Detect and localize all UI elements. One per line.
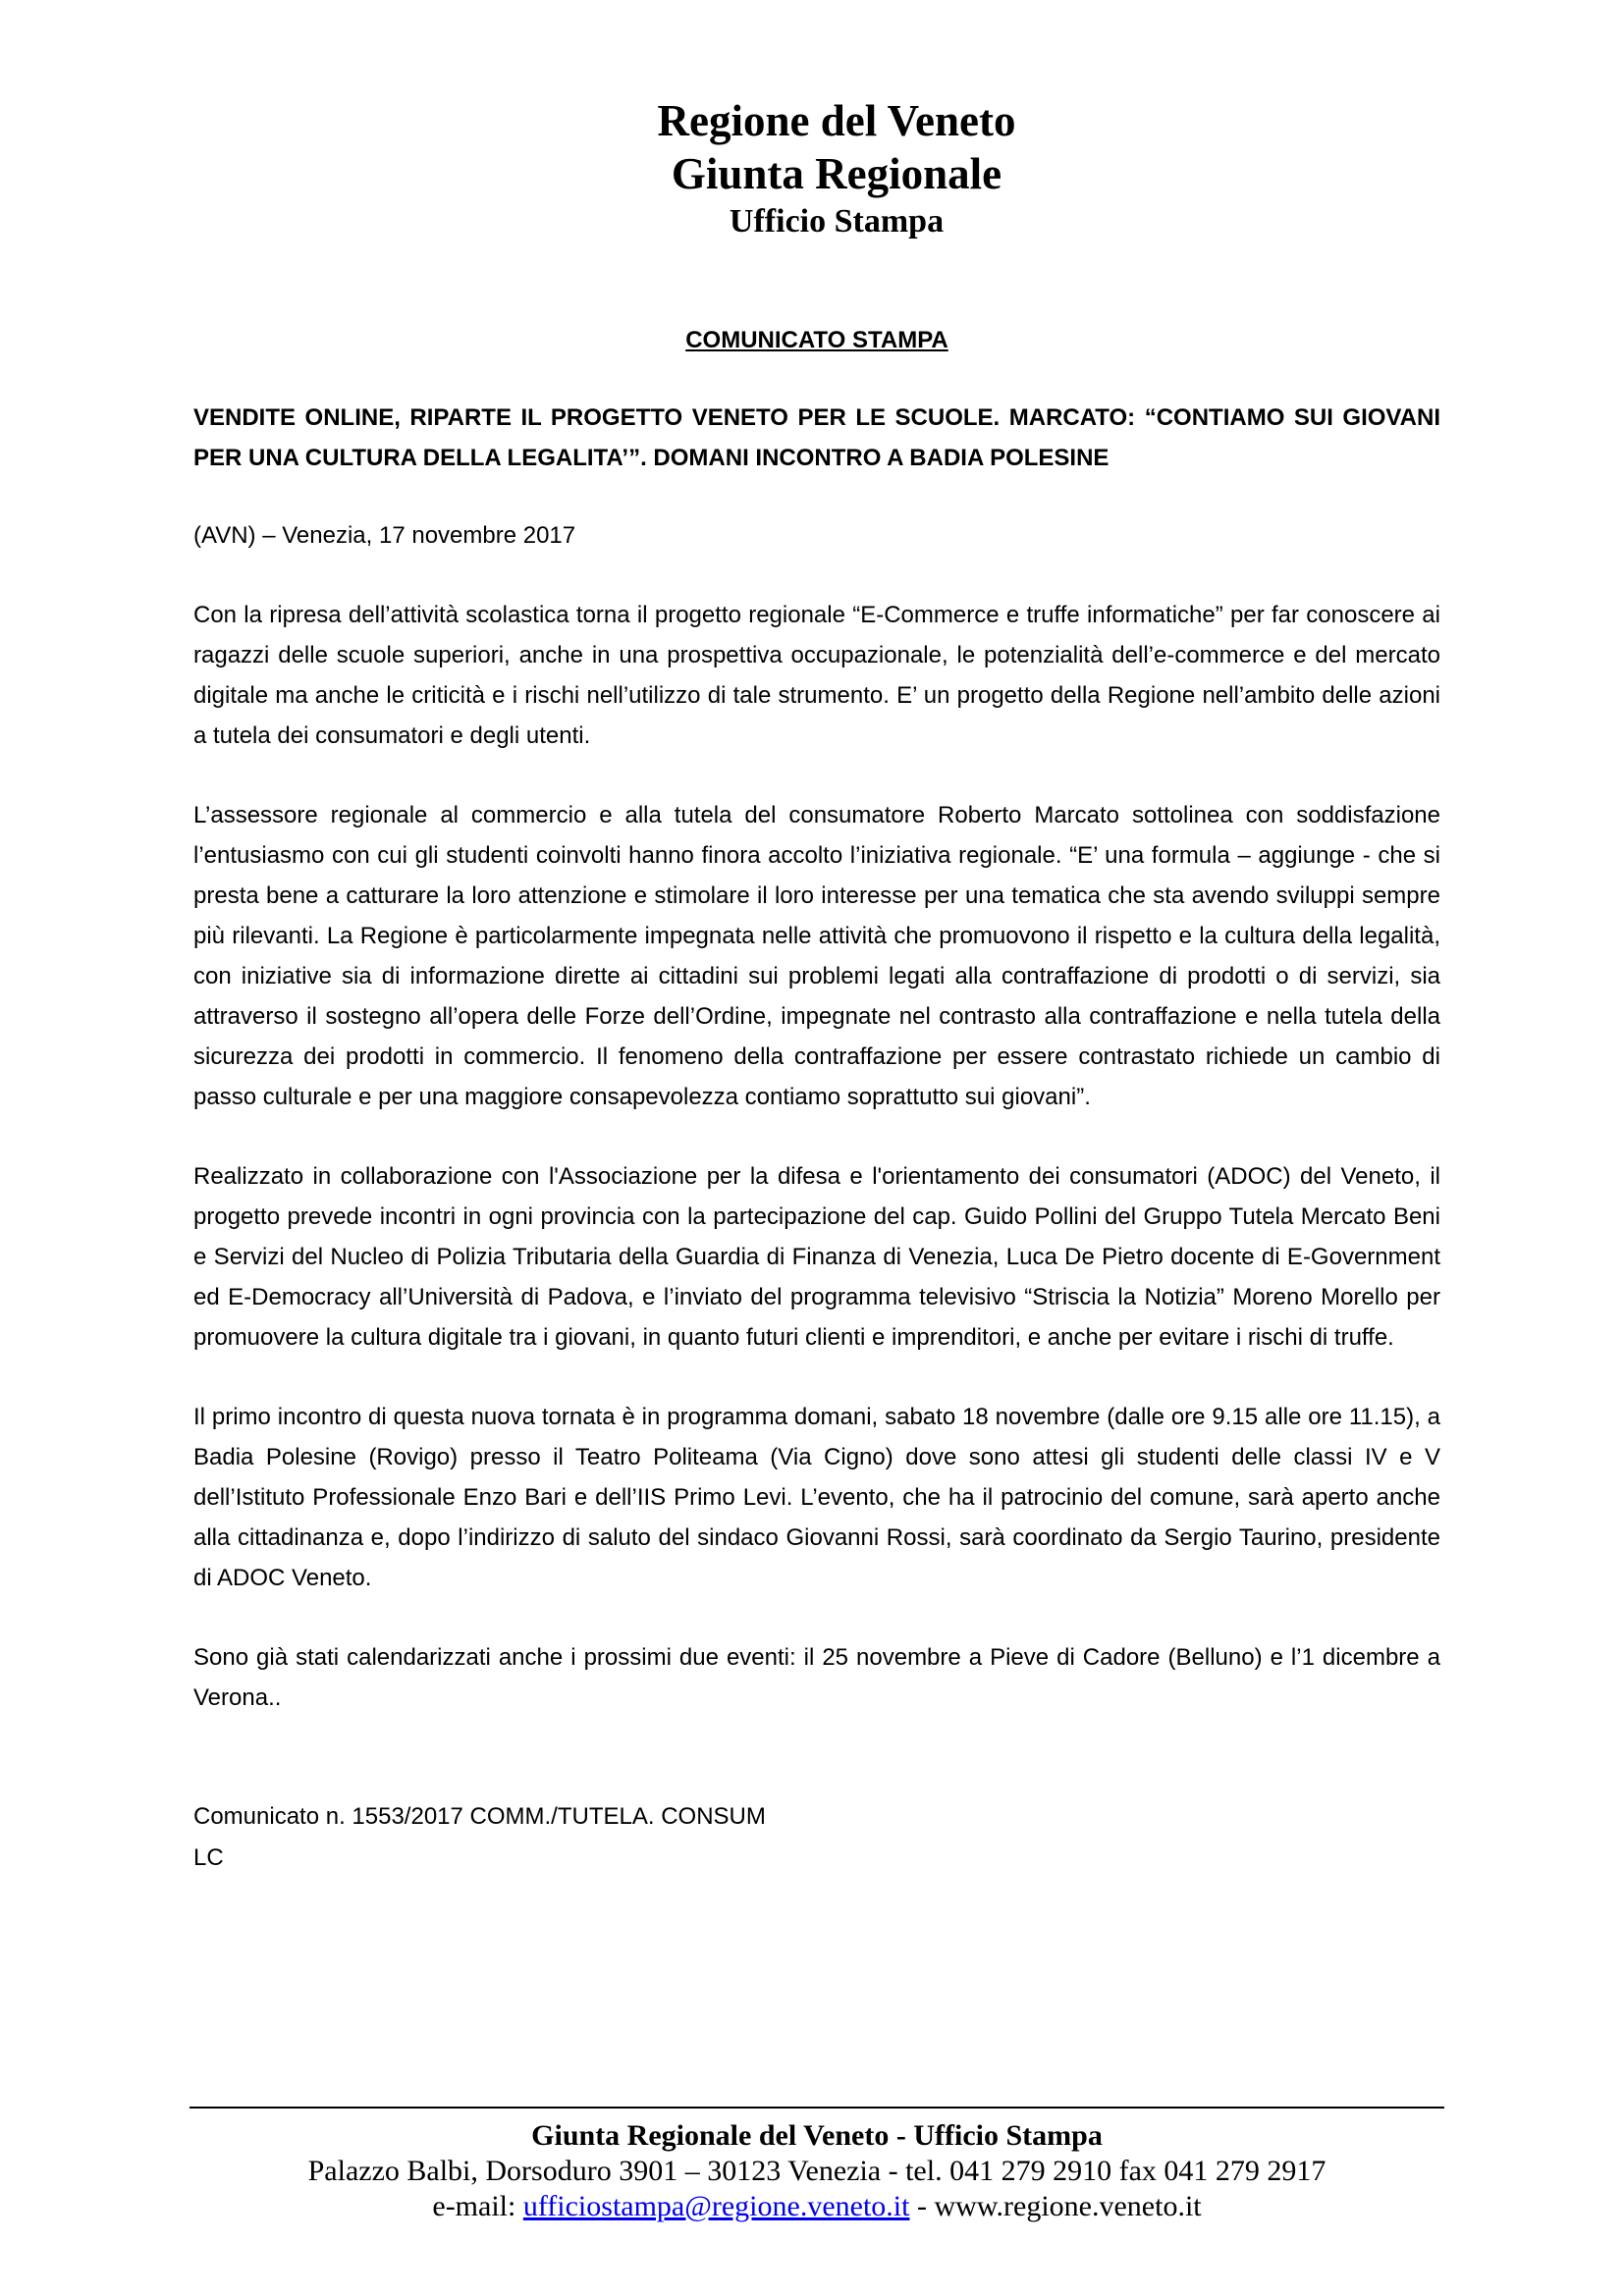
email-label: e-mail: bbox=[432, 2190, 523, 2222]
website-link[interactable]: www.regione.veneto.it bbox=[934, 2190, 1202, 2222]
separator: - bbox=[909, 2190, 935, 2222]
letterhead-council: Giunta Regionale bbox=[671, 149, 1002, 198]
email-link[interactable]: ufficiostampa@regione.veneto.it bbox=[522, 2190, 910, 2222]
letterhead-region: Regione del Veneto bbox=[657, 96, 1016, 145]
press-release-body bbox=[193, 320, 1440, 1879]
letterhead-office: Ufficio Stampa bbox=[729, 203, 945, 240]
footer-contacts bbox=[189, 2189, 1444, 2224]
release-reference: Comunicato n. 1553/2017 COMM./TUTELA. CONSUM bbox=[193, 1803, 766, 1830]
footer bbox=[189, 2107, 1444, 2224]
paragraph: Sono già stati calendarizzati anche i prossimi due eventi: il 25 novembre a Pieve di Cadore (Belluno) e l’1 dicembre a Verona.. bbox=[193, 1644, 1440, 1711]
footer-address: Palazzo Balbi, Dorsoduro 3901 – 30123 Venezia - tel. 041 279 2910 fax 041 279 2917 bbox=[307, 2155, 1326, 2187]
letterhead bbox=[0, 94, 1624, 243]
paragraph: L’assessore regionale al commercio e alla tutela del consumatore Roberto Marcato sottolinea con soddisfazione l’entusiasmo con cui gli studenti coinvolti hanno finora accolto l’iniziativa regionale. “E’ una formula – aggiunge - che si presta bene a catturare la loro attenzione e stimolare il loro interesse per una tematica che sta avendo sviluppi sempre più rilevanti. La Regione è particolarmente impegnata nelle attività che promuovono il rispetto e la cultura della legalità, con iniziative sia di informazione dirette ai cittadini sui problemi legati alla contraffazione di prodotti o di servizi, sia attraverso il sostegno all’opera delle Forze dell’Ordine, impegnate nel contrasto alla contraffazione e nella tutela della sicurezza dei prodotti in commercio. Il fenomeno della contraffazione per essere contrastato richiede un cambio di passo culturale e per una maggiore consapevolezza contiamo soprattutto sui giovani”. bbox=[193, 802, 1440, 1110]
paragraph: Il primo incontro di questa nuova tornata è in programma domani, sabato 18 novembre (dalle ore 9.15 alle ore 11.15), a Badia Polesine (Rovigo) presso il Teatro Politeama (Via Cigno) dove sono attesi gli studenti delle classi IV e V dell’Istituto Professionale Enzo Bari e dell’IIS Primo Levi. L’evento, che ha il patrocinio del comune, sarà aperto anche alla cittadinanza e, dopo l’indirizzo di saluto del sindaco Giovanni Rossi, sarà coordinato da Sergio Taurino, presidente di ADOC Veneto. bbox=[193, 1404, 1440, 1591]
paragraph: Con la ripresa dell’attività scolastica torna il progetto regionale “E-Commerce e truffe informatiche” per far conoscere ai ragazzi delle scuole superiori, anche in una prospettiva occupazionale, le potenzialità dell’e-commerce e del mercato digitale ma anche le criticità e i rischi nell’utilizzo di tale strumento. E’ un progetto della Regione nell’ambito delle azioni a tutela dei consumatori e degli utenti. bbox=[193, 602, 1440, 749]
document-type: COMUNICATO STAMPA bbox=[685, 327, 948, 353]
footer-title: Giunta Regionale del Veneto - Ufficio Stampa bbox=[531, 2119, 1103, 2152]
dateline: (AVN) – Venezia, 17 novembre 2017 bbox=[193, 522, 576, 549]
signoff bbox=[193, 1796, 1440, 1879]
headline: VENDITE ONLINE, RIPARTE IL PROGETTO VENETO PER LE SCUOLE. MARCATO: “CONTIAMO SUI GIOVANI PER UNA CULTURA DELLA LEGALITA’”. DOMANI INCONTRO A BADIA POLESINE bbox=[193, 404, 1440, 471]
paragraph: Realizzato in collaborazione con l'Associazione per la difesa e l'orientamento dei consumatori (ADOC) del Veneto, il progetto prevede incontri in ogni provincia con la partecipazione del cap. Guido Pollini del Gruppo Tutela Mercato Beni e Servizi del Nucleo di Polizia Tributaria della Guardia di Finanza di Venezia, Luca De Pietro docente di E-Government ed E-Democracy all’Università di Padova, e l’inviato del programma televisivo “Striscia la Notizia” Moreno Morello per promuovere la cultura digitale tra i giovani, in quanto futuri clienti e imprenditori, e anche per evitare i rischi di truffe. bbox=[193, 1163, 1440, 1351]
author-initials: LC bbox=[193, 1844, 224, 1871]
